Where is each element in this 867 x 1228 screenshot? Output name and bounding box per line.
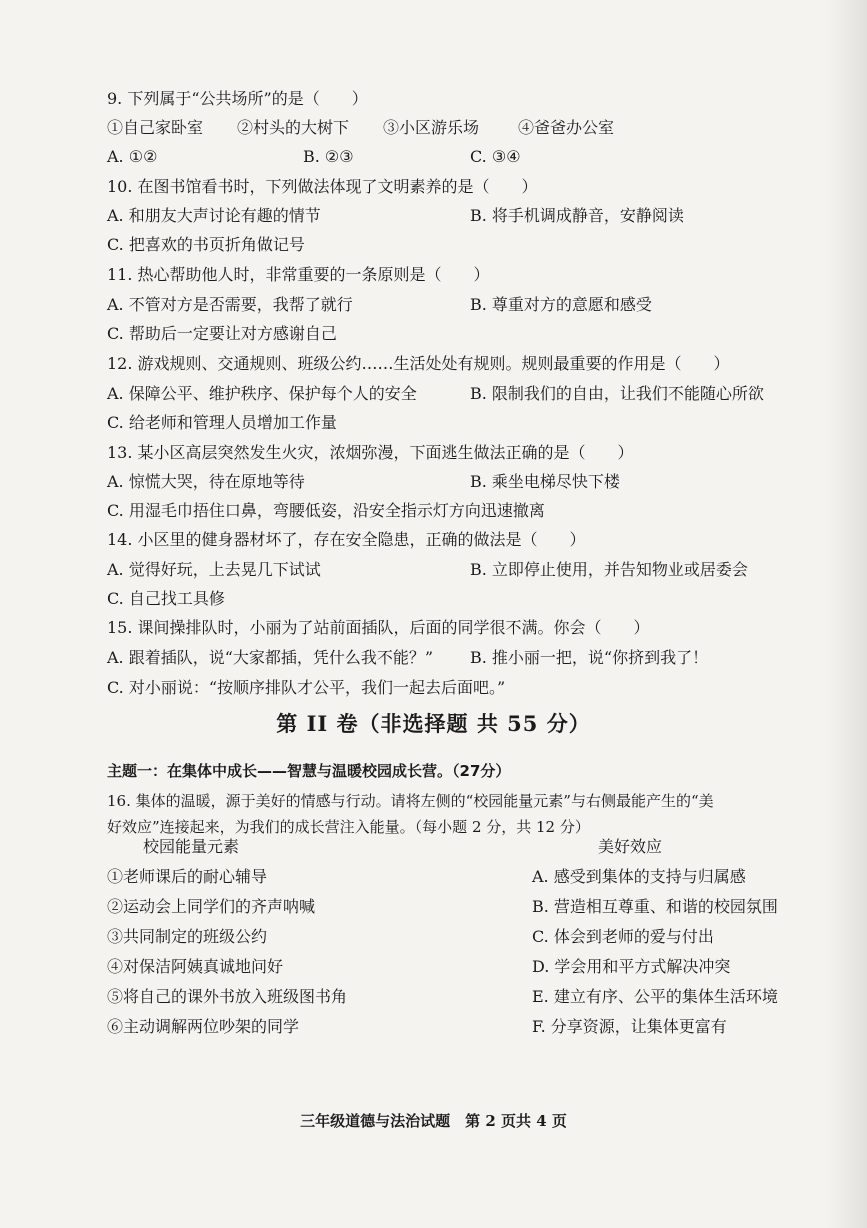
right-column-header: 美好效应 <box>598 837 663 856</box>
q14-choice-a: A. 觉得好玩，上去晃几下试试 <box>107 560 321 579</box>
q9-choice-c: C. ③④ <box>470 147 521 166</box>
left-column-header: 校园能量元素 <box>143 837 240 856</box>
scan-shadow <box>827 0 867 1228</box>
theme-heading: 主题一：在集体中成长——智慧与温暖校园成长营。（27分） <box>107 762 511 780</box>
effect-e: E. 建立有序、公平的集体生活环境 <box>532 987 778 1006</box>
energy-element-2: ②运动会上同学们的齐声呐喊 <box>107 897 316 916</box>
effect-d: D. 学会用和平方式解决冲突 <box>532 957 731 976</box>
page-footer: 三年级道德与法治试题 第 2 页共 4 页 <box>300 1112 567 1130</box>
question-11-stem: 11. 热心帮助他人时，非常重要的一条原则是（ ） <box>107 265 490 284</box>
q15-choice-b: B. 推小丽一把，说“你挤到我了！ <box>470 648 709 667</box>
effect-b: B. 营造相互尊重、和谐的校园氛围 <box>532 897 778 916</box>
q15-choice-c: C. 对小丽说：“按顺序排队才公平，我们一起去后面吧。” <box>107 678 506 697</box>
question-15-stem: 15. 课间操排队时，小丽为了站前面插队，后面的同学很不满。你会（ ） <box>107 618 650 637</box>
energy-element-6: ⑥主动调解两位吵架的同学 <box>107 1017 300 1036</box>
q10-choice-c: C. 把喜欢的书页折角做记号 <box>107 235 305 254</box>
effect-a: A. 感受到集体的支持与归属感 <box>532 867 746 886</box>
q10-choice-b: B. 将手机调成静音，安静阅读 <box>470 206 684 225</box>
q13-choice-b: B. 乘坐电梯尽快下楼 <box>470 472 620 491</box>
energy-element-4: ④对保洁阿姨真诚地问好 <box>107 957 284 976</box>
question-13-stem: 13. 某小区高层突然发生火灾，浓烟弥漫，下面逃生做法正确的是（ ） <box>107 443 634 462</box>
q11-choice-c: C. 帮助后一定要让对方感谢自己 <box>107 324 337 343</box>
q11-choice-b: B. 尊重对方的意愿和感受 <box>470 295 652 314</box>
q9-item-1: ①自己家卧室 <box>107 118 204 137</box>
q14-choice-b: B. 立即停止使用，并告知物业或居委会 <box>470 560 748 579</box>
q9-choice-a: A. ①② <box>107 147 158 166</box>
effect-c: C. 体会到老师的爱与付出 <box>532 927 714 946</box>
energy-element-3: ③共同制定的班级公约 <box>107 927 268 946</box>
question-9-stem: 9. 下列属于“公共场所”的是（ ） <box>107 89 368 108</box>
q15-choice-a: A. 跟着插队，说“大家都插，凭什么我不能？” <box>107 648 434 667</box>
q13-choice-a: A. 惊慌大哭，待在原地等待 <box>107 472 305 491</box>
q12-choice-c: C. 给老师和管理人员增加工作量 <box>107 413 337 432</box>
effect-f: F. 分享资源，让集体更富有 <box>532 1017 727 1036</box>
q9-item-3: ③小区游乐场 <box>383 118 480 137</box>
q11-choice-a: A. 不管对方是否需要，我帮了就行 <box>107 295 353 314</box>
q12-choice-b: B. 限制我们的自由，让我们不能随心所欲 <box>470 384 764 403</box>
q14-choice-c: C. 自己找工具修 <box>107 589 225 608</box>
q13-choice-c: C. 用湿毛巾捂住口鼻，弯腰低姿，沿安全指示灯方向迅速撤离 <box>107 501 545 520</box>
q10-choice-a: A. 和朋友大声讨论有趣的情节 <box>107 206 321 225</box>
energy-element-1: ①老师课后的耐心辅导 <box>107 867 268 886</box>
q12-choice-a: A. 保障公平、维护秩序、保护每个人的安全 <box>107 384 417 403</box>
question-10-stem: 10. 在图书馆看书时，下列做法体现了文明素养的是（ ） <box>107 177 538 196</box>
section-title: 第 II 卷（非选择题 共 55 分） <box>276 711 591 736</box>
q9-item-2: ②村头的大树下 <box>237 118 350 137</box>
energy-element-5: ⑤将自己的课外书放入班级图书角 <box>107 987 348 1006</box>
question-12-stem: 12. 游戏规则、交通规则、班级公约……生活处处有规则。规则最重要的作用是（ ） <box>107 354 730 373</box>
question-14-stem: 14. 小区里的健身器材坏了，存在安全隐患，正确的做法是（ ） <box>107 530 586 549</box>
q9-choice-b: B. ②③ <box>303 147 354 166</box>
question-16-line-1: 16. 集体的温暖，源于美好的情感与行动。请将左侧的“校园能量元素”与右侧最能产生的“美 <box>107 792 714 810</box>
question-16-line-2: 好效应”连接起来，为我们的成长营注入能量。（每小题 2 分，共 12 分） <box>107 818 590 836</box>
q9-item-4: ④爸爸办公室 <box>518 118 615 137</box>
